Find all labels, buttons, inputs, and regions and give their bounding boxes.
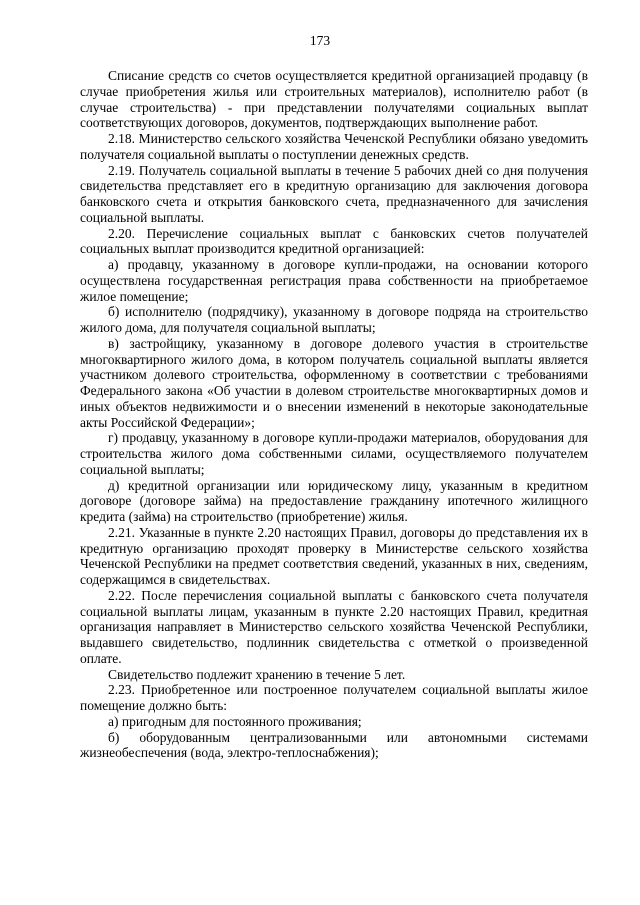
paragraph-2-23-b: б) оборудованным централизованными или автономными системами жизнеобеспечения (вода, электро-теплоснабжения); [80, 729, 588, 761]
paragraph-2-21: 2.21. Указанные в пункте 2.20 настоящих Правил, договоры до представления их в кредитную организацию проходят проверку в Министерстве сельского хозяйства Чеченской Республики на предмет соответствия сведений, указанных в них, сведениям, содержащимся в свидетельствах. [80, 524, 588, 587]
paragraph-2-20: 2.20. Перечисление социальных выплат с банковских счетов получателей социальных выплат производится кредитной организацией: [80, 225, 588, 257]
paragraph-2-20-v: в) застройщику, указанному в договоре долевого участия в строительстве многоквартирного жилого дома, в котором получатель социальной выплаты является участником долевого строительства, оформленному в соответствии с требованиями Федерального закона «Об участии в долевом строительстве многоквартирных домов и иных объектов недвижимости и о внесении изменений в некоторые законодательные акты Российской Федерации»; [80, 335, 588, 430]
paragraph-debit-of-funds: Списание средств со счетов осуществляется кредитной организацией продавцу (в случае приобретения жилья или строительных материалов), исполнителю работ (в случае строительства) - при представлении получателями социальных выплат соответствующих договоров, документов, подтверждающих выполнение работ. [80, 68, 588, 131]
paragraph-2-22: 2.22. После перечисления социальной выплаты с банковского счета получателя социальной выплаты лицам, указанным в пункте 2.20 настоящих Правил, кредитная организация направляет в Министерство сельского хозяйства Чеченской Республики, выдавшего свидетельство, подлинник свидетельства с отметкой о произведенной оплате. [80, 587, 588, 666]
page-number: 173 [309, 33, 331, 48]
paragraph-certificate-storage: Свидетельство подлежит хранению в течение 5 лет. [108, 666, 406, 682]
document-body [80, 68, 588, 761]
paragraph-2-20-a: а) продавцу, указанному в договоре купли-продажи, на основании которого осуществлена государственная регистрация права собственности на приобретаемое жилое помещение; [80, 257, 588, 304]
paragraph-2-19: 2.19. Получатель социальной выплаты в течение 5 рабочих дней со дня получения свидетельства представляет его в кредитную организацию для заключения договора банковского счета и открытия банковского счета, предназначенного для зачисления социальной выплаты. [80, 162, 588, 225]
paragraph-2-23: 2.23. Приобретенное или построенное получателем социальной выплаты жилое помещение должно быть: [80, 682, 588, 713]
paragraph-2-20-b: б) исполнителю (подрядчику), указанному в договоре подряда на строительство жилого дома, для получателя социальной выплаты; [80, 304, 588, 335]
paragraph-2-23-a: а) пригодным для постоянного проживания; [108, 713, 362, 729]
paragraph-2-20-g: г) продавцу, указанному в договоре купли-продажи материалов, оборудования для строительства жилого дома собственными силами, осуществляемого получателем социальной выплаты; [80, 430, 588, 477]
paragraph-2-18: 2.18. Министерство сельского хозяйства Чеченской Республики обязано уведомить получателя социальной выплаты о поступлении денежных средств. [80, 131, 588, 162]
paragraph-2-20-d: д) кредитной организации или юридическому лицу, указанным в кредитном договоре (договоре займа) на предоставление гражданину ипотечного жилищного кредита (займа) на строительство (приобретение) жилья. [80, 477, 588, 524]
